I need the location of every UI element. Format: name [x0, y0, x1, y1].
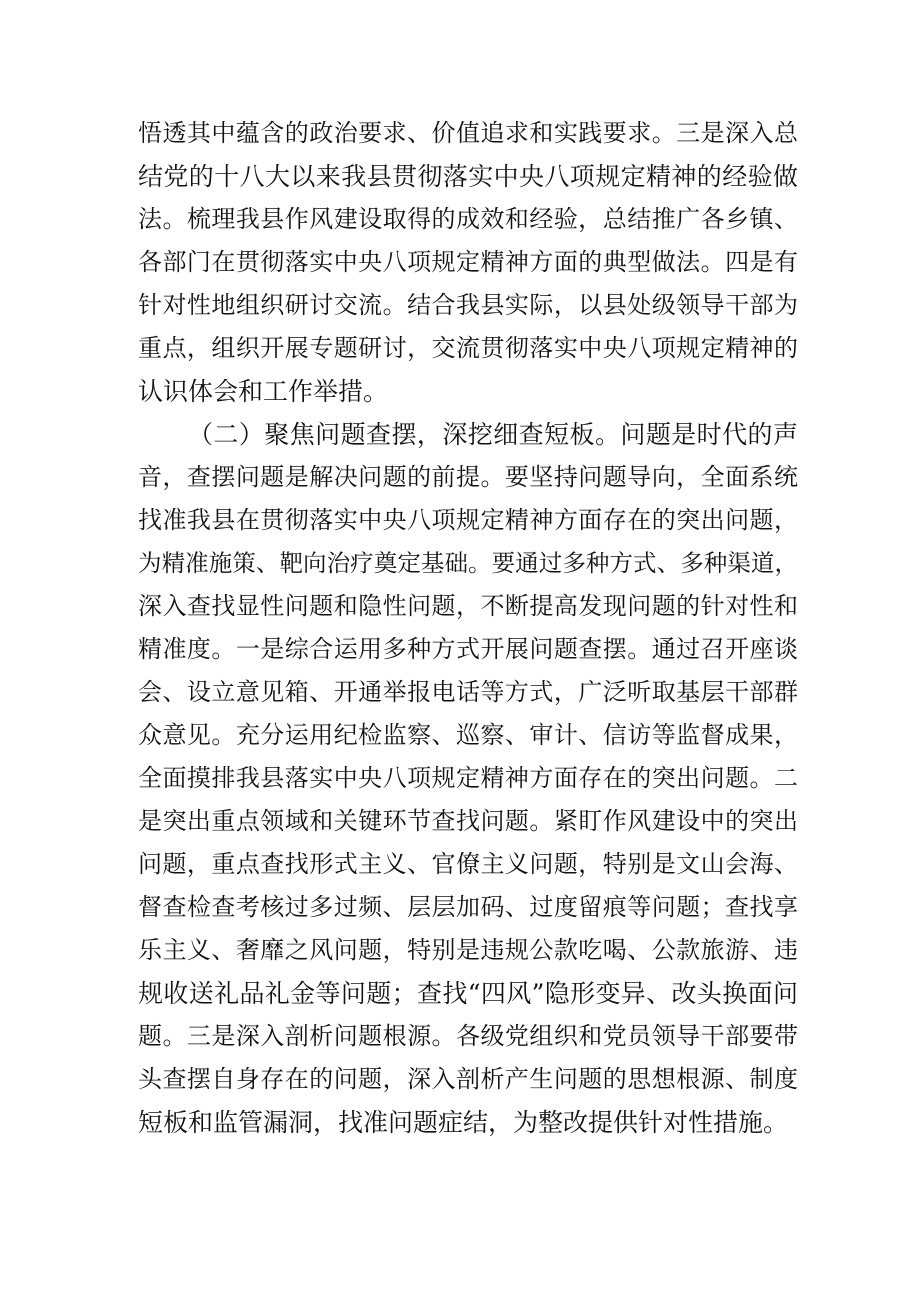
- text-line: 乐主义、奢靡之风问题，特别是违规公款吃喝、公款旅游、违: [138, 936, 798, 964]
- text-line: 结党的十八大以来我县贯彻落实中央八项规定精神的经验做: [138, 162, 798, 191]
- text-line: 找准我县在贯彻落实中央八项规定精神方面存在的突出问题，: [138, 506, 798, 534]
- text-line: 众意见。充分运用纪检监察、巡察、审计、信访等监督成果，: [138, 721, 798, 749]
- text-line: 督查检查考核过多过频、层层加码、过度留痕等问题；查找享: [138, 893, 798, 921]
- section-heading-line: （二）聚焦问题查摆，深挖细查短板。问题是时代的声: [188, 420, 798, 449]
- text-line: 重点，组织开展专题研讨，交流贯彻落实中央八项规定精神的: [138, 334, 798, 362]
- text-line: 全面摸排我县落实中央八项规定精神方面存在的突出问题。二: [138, 764, 798, 792]
- text-line: 法。梳理我县作风建设取得的成效和经验，总结推广各乡镇、: [138, 205, 798, 233]
- text-line: 认识体会和工作举措。: [138, 377, 389, 406]
- text-line: 规收送礼品礼金等问题；查找“四风”隐形变异、改头换面问: [138, 979, 798, 1008]
- text-line: 悟透其中蕴含的政治要求、价值追求和实践要求。三是深入总: [138, 119, 798, 147]
- text-line: 各部门在贯彻落实中央八项规定精神方面的典型做法。四是有: [138, 248, 798, 276]
- text-line: 音，查摆问题是解决问题的前提。要坚持问题导向，全面系统: [138, 463, 798, 491]
- text-line: 头查摆自身存在的问题，深入剖析产生问题的思想根源、制度: [138, 1065, 798, 1093]
- text-line: 会、设立意见箱、开通举报电话等方式，广泛听取基层干部群: [138, 678, 798, 706]
- text-line: 是突出重点领域和关键环节查找问题。紧盯作风建设中的突出: [138, 807, 798, 835]
- text-line: 短板和监管漏洞，找准问题症结，为整改提供针对性措施。: [138, 1108, 789, 1137]
- text-line: 为精准施策、靶向治疗奠定基础。要通过多种方式、多种渠道，: [138, 549, 798, 577]
- text-line: 针对性地组织研讨交流。结合我县实际，以县处级领导干部为: [138, 291, 798, 319]
- text-line: 深入查找显性问题和隐性问题，不断提高发现问题的针对性和: [138, 592, 798, 620]
- body-text: [138, 112, 798, 1144]
- text-line: 问题，重点查找形式主义、官僚主义问题，特别是文山会海、: [138, 850, 798, 878]
- text-line: 精准度。一是综合运用多种方式开展问题查摆。通过召开座谈: [138, 635, 798, 663]
- text-line: 题。三是深入剖析问题根源。各级党组织和党员领导干部要带: [138, 1022, 798, 1050]
